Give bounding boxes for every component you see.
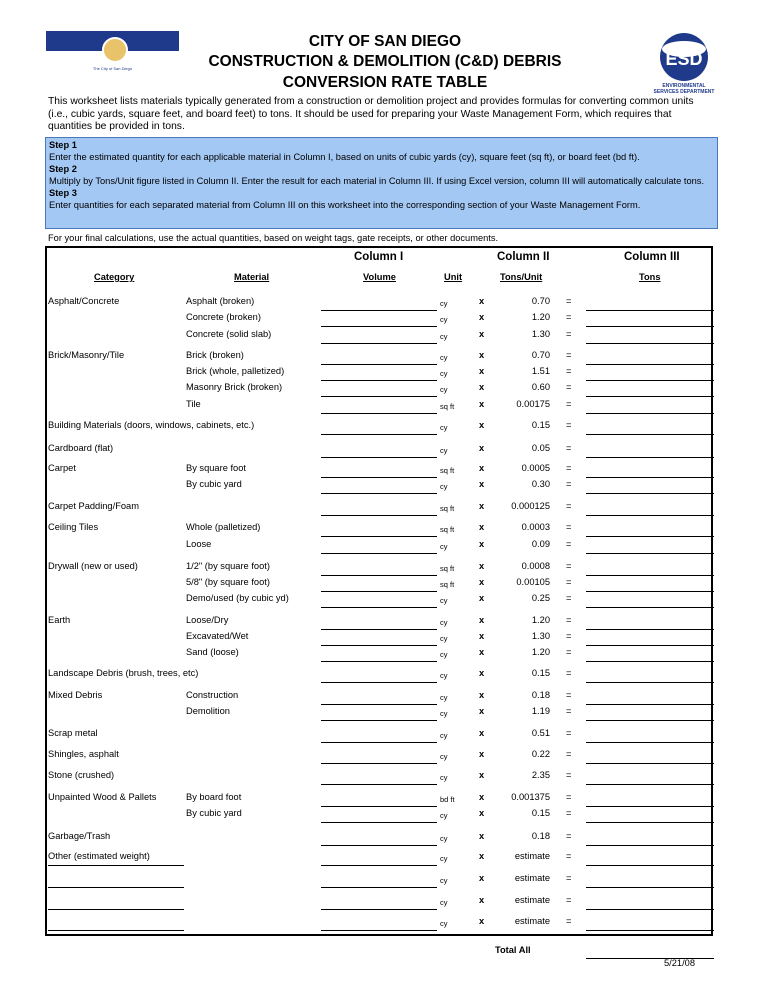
equals-sign: = (566, 873, 572, 883)
material-cell: Brick (broken) (186, 350, 244, 360)
final-note: For your final calculations, use the actual quantities, based on weight tags, gate receipts, or other documents. (48, 233, 499, 243)
category-cell: Scrap metal (48, 728, 98, 738)
multiply-sign: x (479, 577, 485, 587)
multiply-sign: x (479, 831, 485, 841)
category-header: Category (94, 272, 135, 282)
volume-input-line[interactable] (321, 784, 437, 785)
tons-per-unit-cell: 1.30 (531, 329, 550, 339)
column-3-header: Column III (624, 251, 680, 263)
material-cell: By cubic yard (186, 808, 242, 818)
other-category-input-line[interactable] (48, 865, 184, 866)
column-1-header: Column I (354, 251, 404, 263)
unit-cell: cy (440, 596, 448, 605)
category-cell: Garbage/Trash (48, 831, 111, 841)
multiply-sign: x (479, 808, 485, 818)
unit-cell: sq ft (440, 564, 455, 573)
equals-sign: = (566, 296, 572, 306)
category-cell: Building Materials (doors, windows, cabinets, etc.) (48, 420, 255, 430)
volume-input-line[interactable] (321, 434, 437, 435)
volume-header: Volume (363, 272, 396, 282)
volume-input-line[interactable] (321, 720, 437, 721)
volume-input-line[interactable] (321, 380, 437, 381)
tons-input-line[interactable] (586, 661, 714, 662)
volume-input-line[interactable] (321, 661, 437, 662)
multiply-sign: x (479, 706, 485, 716)
material-cell: Concrete (broken) (186, 312, 261, 322)
volume-input-line[interactable] (321, 575, 437, 576)
volume-input-line[interactable] (321, 591, 437, 592)
unit-cell: cy (440, 919, 448, 928)
multiply-sign: x (479, 647, 485, 657)
material-cell: Demo/used (by cubic yd) (186, 593, 289, 603)
tons-per-unit-header: Tons/Unit (500, 272, 543, 282)
multiply-sign: x (479, 690, 485, 700)
multiply-sign: x (479, 916, 485, 926)
multiply-sign: x (479, 561, 485, 571)
volume-input-line[interactable] (321, 326, 437, 327)
unit-cell: cy (440, 385, 448, 394)
equals-sign: = (566, 420, 572, 430)
multiply-sign: x (479, 851, 485, 861)
material-cell: Tile (186, 399, 201, 409)
volume-input-line[interactable] (321, 742, 437, 743)
equals-sign: = (566, 690, 572, 700)
tons-per-unit-cell: 0.15 (531, 808, 550, 818)
tons-per-unit-cell: 0.00105 (516, 577, 550, 587)
unit-cell: cy (440, 709, 448, 718)
city-seal-icon (102, 37, 128, 63)
tons-input-line[interactable] (586, 822, 714, 823)
tons-per-unit-cell: estimate (514, 873, 550, 883)
equals-sign: = (566, 831, 572, 841)
tons-per-unit-cell: 0.0008 (521, 561, 550, 571)
unit-cell: bd ft (440, 795, 455, 804)
tons-input-line[interactable] (586, 865, 714, 866)
unit-cell: cy (440, 898, 448, 907)
tons-input-line[interactable] (586, 553, 714, 554)
equals-sign: = (566, 350, 572, 360)
tons-per-unit-cell: 0.05 (531, 443, 550, 453)
city-logo (46, 31, 179, 75)
volume-input-line[interactable] (321, 553, 437, 554)
multiply-sign: x (479, 479, 485, 489)
volume-input-line[interactable] (321, 845, 437, 846)
multiply-sign: x (479, 615, 485, 625)
multiply-sign: x (479, 382, 485, 392)
multiply-sign: x (479, 770, 485, 780)
material-cell: 1/2" (by square foot) (186, 561, 270, 571)
unit-cell: cy (440, 671, 448, 680)
multiply-sign: x (479, 312, 485, 322)
unit-cell: cy (440, 315, 448, 324)
unit-cell: cy (440, 731, 448, 740)
unit-cell: sq ft (440, 504, 455, 513)
multiply-sign: x (479, 631, 485, 641)
tons-per-unit-cell: 1.20 (531, 312, 550, 322)
volume-input-line[interactable] (321, 887, 437, 888)
tons-per-unit-cell: 1.20 (531, 647, 550, 657)
tons-input-line[interactable] (586, 629, 714, 630)
volume-input-line[interactable] (321, 763, 437, 764)
tons-per-unit-cell: estimate (514, 895, 550, 905)
category-cell: Brick/Masonry/Tile (48, 350, 125, 360)
material-cell: Masonry Brick (broken) (186, 382, 283, 392)
tons-input-line[interactable] (586, 380, 714, 381)
tons-input-line[interactable] (586, 575, 714, 576)
title-line-1: CITY OF SAN DIEGO (308, 33, 462, 50)
tons-per-unit-cell: 0.25 (531, 593, 550, 603)
esd-logo-text: ESD (665, 49, 703, 69)
steps-box (45, 137, 718, 229)
material-cell: Asphalt (broken) (186, 296, 255, 306)
equals-sign: = (566, 522, 572, 532)
unit-cell: sq ft (440, 525, 455, 534)
equals-sign: = (566, 366, 572, 376)
material-header: Material (234, 272, 270, 282)
multiply-sign: x (479, 350, 485, 360)
multiply-sign: x (479, 873, 485, 883)
volume-input-line[interactable] (321, 607, 437, 608)
material-cell: By square foot (186, 463, 246, 473)
volume-input-line[interactable] (321, 930, 437, 931)
column-2-header: Column II (497, 251, 550, 263)
unit-cell: cy (440, 752, 448, 761)
tons-per-unit-cell: 0.15 (531, 420, 550, 430)
tons-per-unit-cell: 0.000125 (511, 501, 550, 511)
volume-input-line[interactable] (321, 457, 437, 458)
category-cell: Landscape Debris (brush, trees, etc) (48, 668, 199, 678)
unit-cell: cy (440, 693, 448, 702)
tons-per-unit-cell: 0.70 (531, 350, 550, 360)
tons-per-unit-cell: 1.19 (531, 706, 550, 716)
tons-input-line[interactable] (586, 845, 714, 846)
unit-cell: sq ft (440, 466, 455, 475)
unit-cell: cy (440, 299, 448, 308)
equals-sign: = (566, 443, 572, 453)
unit-cell: cy (440, 876, 448, 885)
volume-input-line[interactable] (321, 909, 437, 910)
intro-line: quantities be provided in tons. (48, 121, 185, 132)
equals-sign: = (566, 329, 572, 339)
step-1-text: Enter the estimated quantity for each applicable material in Column I, based on units of cubic yards (cy), square feet (sq ft), or board feet (bd ft). (49, 152, 640, 162)
step-2-title: Step 2 (49, 164, 77, 174)
tons-per-unit-cell: 1.51 (531, 366, 550, 376)
multiply-sign: x (479, 668, 485, 678)
category-cell: Ceiling Tiles (48, 522, 99, 532)
tons-per-unit-cell: 1.20 (531, 615, 550, 625)
multiply-sign: x (479, 296, 485, 306)
volume-input-line[interactable] (321, 645, 437, 646)
equals-sign: = (566, 808, 572, 818)
tons-input-line[interactable] (586, 930, 714, 931)
tons-input-line[interactable] (586, 536, 714, 537)
volume-input-line[interactable] (321, 310, 437, 311)
equals-sign: = (566, 728, 572, 738)
volume-input-line[interactable] (321, 682, 437, 683)
material-cell: Loose/Dry (186, 615, 229, 625)
volume-input-line[interactable] (321, 413, 437, 414)
unit-cell: sq ft (440, 580, 455, 589)
multiply-sign: x (479, 539, 485, 549)
material-cell: Loose (186, 539, 212, 549)
equals-sign: = (566, 895, 572, 905)
step-1-title: Step 1 (49, 140, 77, 150)
tons-header: Tons (639, 272, 661, 282)
step-3-title: Step 3 (49, 188, 77, 198)
equals-sign: = (566, 615, 572, 625)
unit-cell: cy (440, 650, 448, 659)
tons-per-unit-cell: 0.09 (531, 539, 550, 549)
material-cell: Sand (loose) (186, 647, 239, 657)
unit-cell: cy (440, 353, 448, 362)
other-category-input-line[interactable] (48, 909, 184, 910)
esd-logo (650, 31, 718, 103)
tons-input-line[interactable] (586, 326, 714, 327)
tons-input-line[interactable] (586, 887, 714, 888)
title-line-3: CONVERSION RATE TABLE (282, 74, 488, 91)
unit-cell: sq ft (440, 402, 455, 411)
multiply-sign: x (479, 463, 485, 473)
material-cell: Whole (palletized) (186, 522, 261, 532)
multiply-sign: x (479, 501, 485, 511)
category-cell: Mixed Debris (48, 690, 103, 700)
category-cell: Drywall (new or used) (48, 561, 138, 571)
tons-input-line[interactable] (586, 343, 714, 344)
material-cell: Concrete (solid slab) (186, 329, 272, 339)
tons-input-line[interactable] (586, 396, 714, 397)
tons-per-unit-cell: 0.30 (531, 479, 550, 489)
tons-input-line[interactable] (586, 364, 714, 365)
category-cell: Unpainted Wood & Pallets (48, 792, 157, 802)
category-cell: Earth (48, 615, 71, 625)
total-label: Total All (495, 945, 531, 955)
multiply-sign: x (479, 420, 485, 430)
material-cell: 5/8" (by square foot) (186, 577, 270, 587)
tons-input-line[interactable] (586, 493, 714, 494)
equals-sign: = (566, 668, 572, 678)
step-2-text: Multiply by Tons/Unit figure listed in Column II. Enter the result for each material in Column III. If using Excel version, column III will automatically calculate tons. (49, 176, 705, 186)
equals-sign: = (566, 792, 572, 802)
unit-cell: cy (440, 482, 448, 491)
volume-input-line[interactable] (321, 493, 437, 494)
tons-per-unit-cell: 0.00175 (516, 399, 550, 409)
tons-per-unit-cell: 0.51 (531, 728, 550, 738)
multiply-sign: x (479, 366, 485, 376)
tons-input-line[interactable] (586, 645, 714, 646)
multiply-sign: x (479, 728, 485, 738)
material-cell: By board foot (186, 792, 242, 802)
equals-sign: = (566, 479, 572, 489)
tons-input-line[interactable] (586, 742, 714, 743)
multiply-sign: x (479, 749, 485, 759)
tons-per-unit-cell: 1.30 (531, 631, 550, 641)
category-cell: Shingles, asphalt (48, 749, 119, 759)
volume-input-line[interactable] (321, 343, 437, 344)
volume-input-line[interactable] (321, 477, 437, 478)
tons-per-unit-cell: 0.0003 (521, 522, 550, 532)
tons-input-line[interactable] (586, 413, 714, 414)
other-category-input-line[interactable] (48, 887, 184, 888)
tons-per-unit-cell: 0.60 (531, 382, 550, 392)
tons-per-unit-cell: 0.18 (531, 690, 550, 700)
volume-input-line[interactable] (321, 629, 437, 630)
volume-input-line[interactable] (321, 364, 437, 365)
unit-cell: cy (440, 446, 448, 455)
tons-per-unit-cell: 0.70 (531, 296, 550, 306)
unit-cell: cy (440, 618, 448, 627)
category-cell: Carpet Padding/Foam (48, 501, 139, 511)
volume-input-line[interactable] (321, 806, 437, 807)
tons-input-line[interactable] (586, 477, 714, 478)
equals-sign: = (566, 706, 572, 716)
tons-input-line[interactable] (586, 720, 714, 721)
unit-cell: cy (440, 423, 448, 432)
esd-logo-caption: ENVIRONMENTAL SERVICES DEPARTMENT (653, 83, 715, 95)
intro-line: (i.e., cubic yards, square feet, and board feet) to tons. It should be used for preparing your Waste Management Form, which requires that (48, 108, 672, 120)
category-cell: Asphalt/Concrete (48, 296, 120, 306)
other-category-input-line[interactable] (48, 930, 184, 931)
material-cell: Construction (186, 690, 239, 700)
tons-input-line[interactable] (586, 784, 714, 785)
tons-input-line[interactable] (586, 682, 714, 683)
date: 5/21/08 (664, 958, 696, 968)
equals-sign: = (566, 399, 572, 409)
material-cell: Brick (whole, palletized) (186, 366, 285, 376)
multiply-sign: x (479, 443, 485, 453)
category-cell: Stone (crushed) (48, 770, 115, 780)
tons-per-unit-cell: 0.0005 (521, 463, 550, 473)
equals-sign: = (566, 916, 572, 926)
multiply-sign: x (479, 329, 485, 339)
category-cell: Cardboard (flat) (48, 443, 114, 453)
tons-input-line[interactable] (586, 607, 714, 608)
equals-sign: = (566, 631, 572, 641)
multiply-sign: x (479, 792, 485, 802)
tons-input-line[interactable] (586, 434, 714, 435)
unit-cell: cy (440, 811, 448, 820)
intro-line: This worksheet lists materials typically generated from a construction or demolition project and provides formulas for converting common units (48, 96, 694, 107)
volume-input-line[interactable] (321, 704, 437, 705)
tons-input-line[interactable] (586, 704, 714, 705)
tons-per-unit-cell: 0.15 (531, 668, 550, 678)
tons-input-line[interactable] (586, 457, 714, 458)
volume-input-line[interactable] (321, 515, 437, 516)
unit-cell: cy (440, 369, 448, 378)
volume-input-line[interactable] (321, 536, 437, 537)
title-line-2: CONSTRUCTION & DEMOLITION (C&D) DEBRIS (208, 53, 562, 70)
unit-cell: cy (440, 834, 448, 843)
tons-input-line[interactable] (586, 591, 714, 592)
equals-sign: = (566, 851, 572, 861)
equals-sign: = (566, 593, 572, 603)
unit-cell: cy (440, 634, 448, 643)
tons-input-line[interactable] (586, 310, 714, 311)
tons-per-unit-cell: 0.18 (531, 831, 550, 841)
unit-header: Unit (444, 272, 463, 282)
multiply-sign: x (479, 593, 485, 603)
unit-cell: cy (440, 542, 448, 551)
unit-cell: cy (440, 332, 448, 341)
equals-sign: = (566, 749, 572, 759)
tons-per-unit-cell: 2.35 (531, 770, 550, 780)
tons-input-line[interactable] (586, 806, 714, 807)
material-cell: Demolition (186, 706, 230, 716)
step-3-text: Enter quantities for each separated material from Column III on this worksheet into the corresponding section of your Waste Management Form. (49, 200, 641, 210)
logo-caption: The City of San Diego (92, 66, 133, 71)
equals-sign: = (566, 501, 572, 511)
tons-per-unit-cell: estimate (514, 851, 550, 861)
equals-sign: = (566, 463, 572, 473)
equals-sign: = (566, 577, 572, 587)
category-cell: Other (estimated weight) (48, 851, 150, 861)
tons-per-unit-cell: 0.22 (531, 749, 550, 759)
multiply-sign: x (479, 522, 485, 532)
tons-input-line[interactable] (586, 515, 714, 516)
material-cell: Excavated/Wet (186, 631, 249, 641)
equals-sign: = (566, 539, 572, 549)
unit-cell: cy (440, 854, 448, 863)
equals-sign: = (566, 312, 572, 322)
volume-input-line[interactable] (321, 822, 437, 823)
equals-sign: = (566, 647, 572, 657)
tons-per-unit-cell: 0.001375 (511, 792, 550, 802)
volume-input-line[interactable] (321, 865, 437, 866)
equals-sign: = (566, 770, 572, 780)
unit-cell: cy (440, 773, 448, 782)
tons-input-line[interactable] (586, 763, 714, 764)
tons-per-unit-cell: estimate (514, 916, 550, 926)
volume-input-line[interactable] (321, 396, 437, 397)
equals-sign: = (566, 561, 572, 571)
tons-input-line[interactable] (586, 909, 714, 910)
multiply-sign: x (479, 399, 485, 409)
intro-text (48, 96, 720, 134)
material-cell: By cubic yard (186, 479, 242, 489)
category-cell: Carpet (48, 463, 76, 473)
equals-sign: = (566, 382, 572, 392)
multiply-sign: x (479, 895, 485, 905)
